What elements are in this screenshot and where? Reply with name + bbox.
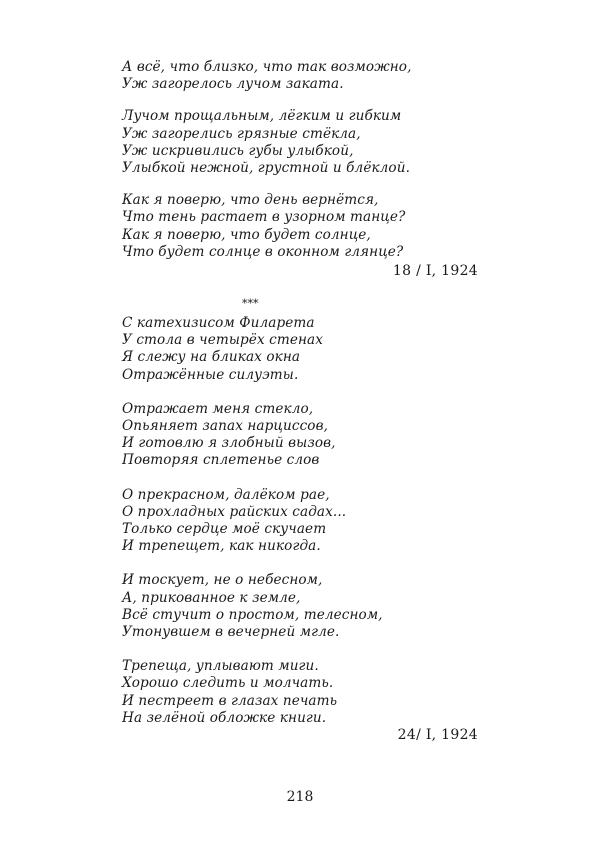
poem-line: Хорошо следить и молчать. xyxy=(122,675,334,692)
stanza xyxy=(122,108,482,177)
stanza xyxy=(122,59,482,93)
poem-line: Как я поверю, что будет солнце, xyxy=(122,226,371,243)
stanza xyxy=(122,658,482,727)
poem-2 xyxy=(122,315,482,727)
poem-line: Отражённые силуэты. xyxy=(122,366,299,383)
poem-line: С катехизисом Филарета xyxy=(122,315,315,331)
section-separator: *** xyxy=(242,297,259,310)
poem-line: Как я поверю, что день вернётся, xyxy=(122,192,379,209)
stanza xyxy=(122,315,482,384)
poem-line: И готовлю я злобный вызов, xyxy=(122,435,336,452)
poem-line: Что будет солнце в оконном глянце? xyxy=(122,243,404,260)
poem-line: Опьяняет запах нарциссов, xyxy=(122,418,329,435)
poem-line: Уж загорелись грязные стёкла, xyxy=(122,125,361,142)
poem-line: Отражает меня стекло, xyxy=(122,400,314,417)
stanza xyxy=(122,192,482,261)
poem-2-date: 24/ I, 1924 xyxy=(397,727,478,743)
poem-line: Повторяя сплетенье слов xyxy=(122,452,320,469)
poem-line: И трепещет, как никогда. xyxy=(122,538,321,555)
poem-line: Утонувшем в вечерней мгле. xyxy=(122,624,340,641)
poem-1 xyxy=(122,59,482,261)
poem-line: Всё стучит о простом, телесном, xyxy=(122,606,383,623)
poem-line: О прекрасном, далёком рае, xyxy=(122,486,330,503)
poem-line: Я слежу на бликах окна xyxy=(122,349,301,366)
poem-line: И тоскует, не о небесном, xyxy=(122,572,323,589)
poem-line: Уж загорелось лучом заката. xyxy=(122,76,344,93)
poem-line: Лучом прощальным, лёгким и гибким xyxy=(122,108,402,125)
poem-line: А, прикованное к земле, xyxy=(122,589,301,606)
poem-line: Уж искривились губы улыбкой, xyxy=(122,142,354,159)
poem-line: Улыбкой нежной, грустной и блёклой. xyxy=(122,160,410,177)
poem-line: На зелёной обложке книги. xyxy=(122,709,327,726)
stanza xyxy=(122,572,482,641)
poem-line: И пестреет в глазах печать xyxy=(122,692,338,709)
poem-line: У стола в четырёх стенах xyxy=(122,332,324,349)
poem-line: Что тень растает в узорном танце? xyxy=(122,209,406,226)
stanza xyxy=(122,487,482,556)
poem-line: О прохладных райских садах... xyxy=(122,503,347,520)
stanza xyxy=(122,401,482,470)
poem-1-date: 18 / I, 1924 xyxy=(392,263,478,279)
poem-line: Трепеща, уплывают миги. xyxy=(122,658,319,675)
page-number: 218 xyxy=(286,789,314,805)
poem-line: А всё, что близко, что так возможно, xyxy=(122,59,412,75)
poem-line: Только сердце моё скучает xyxy=(122,521,327,538)
